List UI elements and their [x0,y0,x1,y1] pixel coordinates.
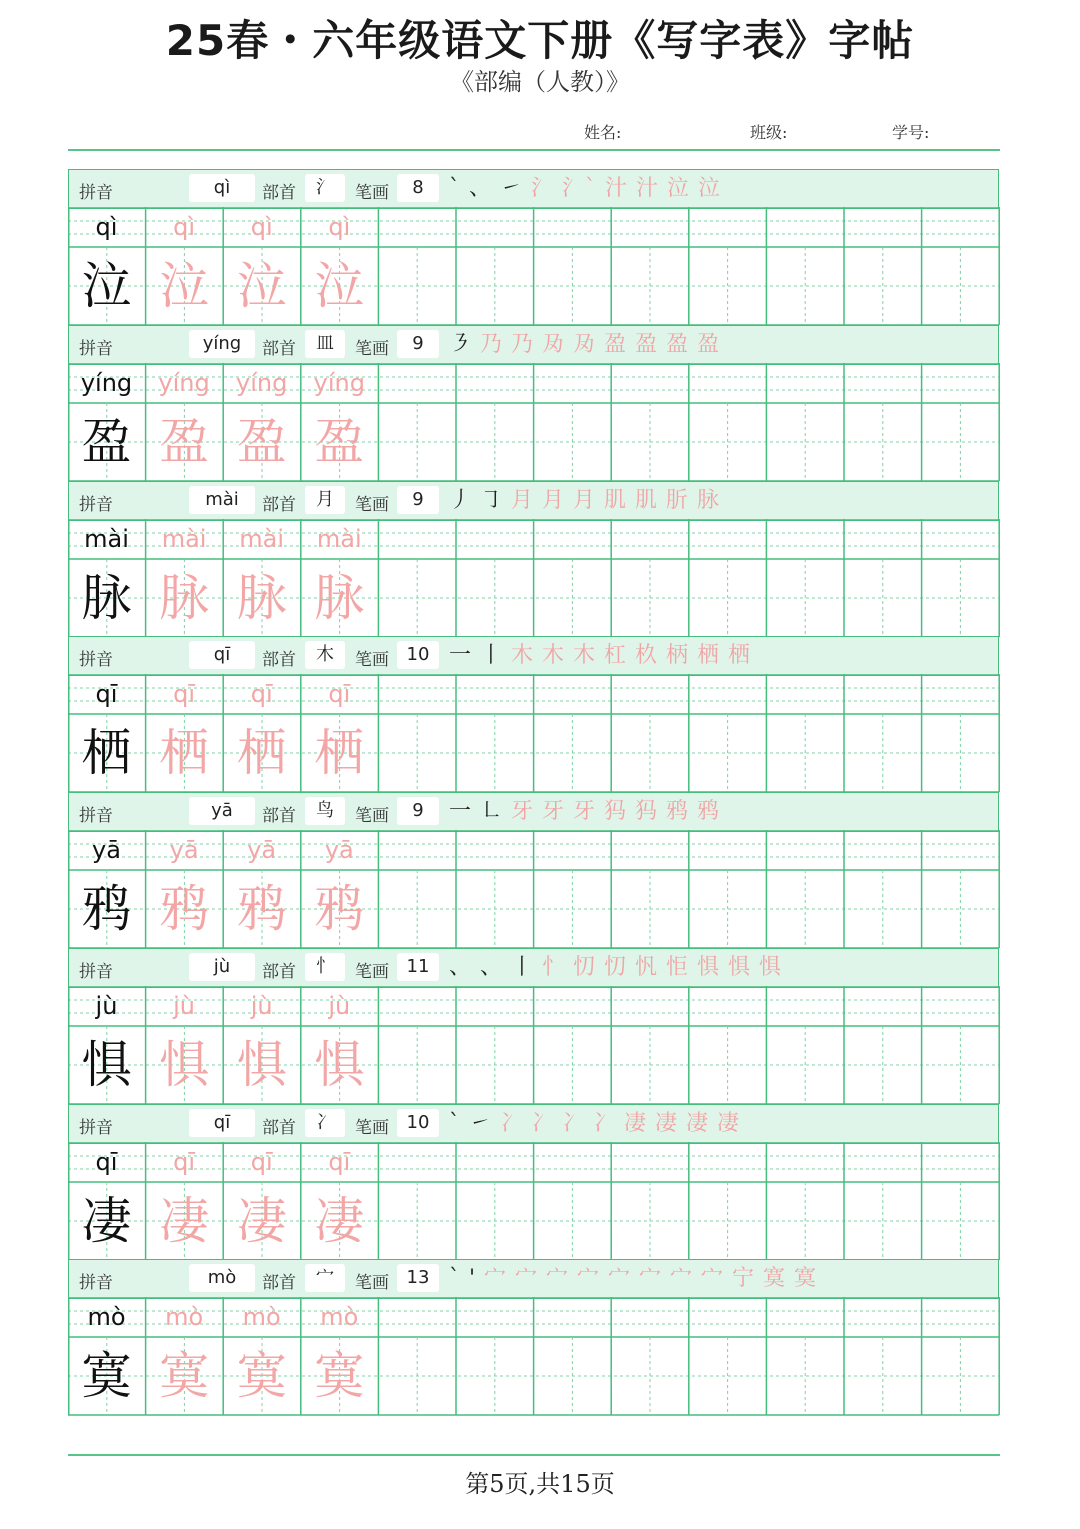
pinyin-example: yā [92,836,121,864]
character-trace: 惧 [314,1035,365,1094]
writing-cell[interactable] [689,714,767,792]
stroke-count-value: 8 [397,174,439,202]
pinyin-trace: mò [165,1303,204,1332]
radical-label: 部首 [262,650,296,671]
pinyin-label: 拼音 [79,961,113,982]
stroke-count-value: 11 [397,953,439,981]
stroke-order-black: ㇋ [449,331,480,357]
character-trace: 栖 [159,724,210,783]
stroke-count-value: 9 [397,797,439,825]
character-example: 泣 [81,257,132,315]
character-example: 凄 [81,1191,132,1250]
character-info-bar [68,792,999,832]
character-unit [68,169,999,325]
stroke-order-black: ` 、 ㇀ [449,176,531,201]
radical-label: 部首 [262,494,296,515]
pinyin-value: yā [189,797,255,825]
writing-cell[interactable] [378,1182,456,1260]
writing-cell[interactable] [922,1026,1000,1104]
stroke-order-sequence [449,172,721,206]
pinyin-trace: qī [173,1147,196,1176]
writing-cell[interactable] [844,403,922,481]
stroke-order-traced: 木 木 木 杠 杦 柄 栖 栖 [511,643,751,669]
stroke-order-sequence [449,1107,740,1141]
pinyin-example: qì [95,213,118,241]
writing-cell[interactable] [611,714,689,792]
writing-cell[interactable] [844,247,922,325]
writing-cell[interactable] [922,714,1000,792]
class-label: 班级: [750,123,788,142]
stroke-order-traced: 忄 忉 忉 忛 怇 惧 惧 惧 [541,954,782,980]
character-trace: 惧 [236,1035,287,1094]
writing-cell[interactable] [766,714,844,792]
stroke-order-black: 、 、 丨 [449,954,542,980]
writing-cell[interactable] [922,1182,1000,1260]
character-trace: 脉 [236,568,287,627]
character-trace: 鸦 [236,880,287,938]
writing-cell[interactable] [689,403,767,481]
radical-label: 部首 [262,1117,296,1138]
writing-cell[interactable] [534,870,612,948]
stroke-order-traced: 牙 牙 牙 犸 犸 鸦 鸦 [511,799,720,824]
character-info-bar [68,325,999,365]
pinyin-trace: qī [250,1147,273,1176]
writing-cell[interactable] [689,1182,767,1260]
radical-label: 部首 [262,338,296,359]
stroke-order-traced: 宀 宀 宀 宀 宀 宀 宀 宀 宁 寞 寞 [484,1266,817,1292]
writing-cell[interactable] [922,559,1000,637]
character-unit [68,325,999,481]
pinyin-trace: jù [173,991,196,1020]
writing-cell[interactable] [766,247,844,325]
character-unit [68,1104,999,1260]
character-example: 鸦 [81,880,132,938]
pinyin-label: 拼音 [79,494,113,515]
character-trace: 泣 [236,257,287,315]
character-unit [68,636,999,792]
radical-value: 木 [305,641,345,669]
character-trace: 寞 [314,1347,365,1406]
character-info-bar [68,481,999,521]
character-trace: 惧 [159,1035,210,1094]
student-id-label: 学号: [892,123,930,142]
pinyin-trace: mài [161,524,207,553]
radical-value: 皿 [305,330,345,358]
footer-divider [68,1454,1000,1456]
writing-cell[interactable] [378,403,456,481]
character-example: 惧 [81,1035,132,1094]
character-trace: 盈 [236,412,287,471]
pinyin-trace: mò [320,1303,359,1332]
writing-cell[interactable] [766,1182,844,1260]
writing-cell[interactable] [844,714,922,792]
writing-cell[interactable] [378,714,456,792]
pinyin-trace: yā [324,836,354,864]
writing-cell[interactable] [611,1026,689,1104]
radical-value: 冫 [305,1109,345,1137]
writing-cell[interactable] [922,1337,1000,1415]
writing-cell[interactable] [844,1337,922,1415]
writing-cell[interactable] [844,870,922,948]
writing-cell[interactable] [456,1182,534,1260]
pinyin-value: mài [189,486,255,514]
pinyin-trace: yíng [158,368,210,397]
pinyin-trace: qì [328,213,351,241]
header-divider [68,149,1000,151]
pinyin-trace: yā [247,836,277,864]
writing-cell[interactable] [456,714,534,792]
writing-cell[interactable] [611,403,689,481]
pinyin-example: mài [84,524,129,553]
radical-label: 部首 [262,1273,296,1294]
character-trace: 寞 [236,1347,287,1406]
pinyin-label: 拼音 [79,338,113,359]
stroke-order-sequence [449,484,720,518]
page-subtitle: 《部编（人教）》 [450,68,630,96]
stroke-count-value: 13 [397,1264,439,1292]
stroke-count-value: 10 [397,641,439,669]
character-trace: 栖 [314,724,365,783]
radical-value: 忄 [305,953,345,981]
pinyin-trace: qì [250,213,273,241]
pinyin-trace: qì [173,213,196,241]
writing-cell[interactable] [456,870,534,948]
writing-cell[interactable] [534,714,612,792]
character-trace: 凄 [159,1191,210,1250]
pinyin-label: 拼音 [79,1117,113,1138]
writing-cell[interactable] [534,1182,612,1260]
writing-cell[interactable] [766,870,844,948]
pinyin-trace: yíng [313,368,365,397]
character-trace: 盈 [159,412,210,471]
strokes-label: 笔画 [355,961,389,982]
pinyin-trace: mò [242,1303,281,1332]
character-info-bar [68,169,999,209]
pinyin-example: mò [87,1303,126,1332]
character-trace: 栖 [236,724,287,783]
writing-cell[interactable] [689,870,767,948]
pinyin-example: qī [95,680,118,709]
pinyin-trace: yā [169,836,199,864]
stroke-order-traced: 月 月 月 肌 肌 肵 脉 [511,487,720,513]
writing-cell[interactable] [844,1026,922,1104]
stroke-count-value: 9 [397,330,439,358]
writing-cell[interactable] [689,1026,767,1104]
radical-value: 鸟 [305,797,345,825]
writing-cell[interactable] [922,403,1000,481]
pinyin-trace: mài [239,524,285,553]
character-example: 脉 [81,568,132,627]
character-unit [68,948,999,1104]
writing-cell[interactable] [766,559,844,637]
strokes-label: 笔画 [355,183,389,203]
character-trace: 泣 [159,257,210,315]
stroke-order-sequence [449,951,782,985]
character-trace: 盈 [314,412,365,471]
strokes-label: 笔画 [355,338,389,359]
strokes-label: 笔画 [355,1117,389,1138]
stroke-order-traced: 冫 冫 冫 冫 凄 凄 凄 凄 [500,1110,740,1136]
stroke-order-black: 一 ㇗ [449,799,511,824]
pinyin-trace: qī [173,680,196,709]
stroke-order-sequence [449,639,751,673]
pinyin-value: mò [189,1264,255,1292]
writing-cell[interactable] [378,247,456,325]
pinyin-trace: jù [250,991,273,1020]
character-trace: 脉 [159,568,210,627]
pinyin-trace: mài [316,524,362,553]
strokes-label: 笔画 [355,1273,389,1294]
strokes-label: 笔画 [355,494,389,515]
writing-cell[interactable] [378,1026,456,1104]
character-example: 寞 [81,1347,132,1406]
radical-label: 部首 [262,183,296,203]
page-number: 第5页,共15页 [465,1470,615,1498]
strokes-label: 笔画 [355,806,389,826]
pinyin-label: 拼音 [79,806,113,826]
character-example: 盈 [81,412,132,471]
writing-cell[interactable] [456,247,534,325]
writing-cell[interactable] [844,1182,922,1260]
character-trace: 凄 [314,1191,365,1250]
pinyin-label: 拼音 [79,650,113,671]
writing-cell[interactable] [378,1337,456,1415]
writing-cell[interactable] [689,1337,767,1415]
radical-value: 宀 [305,1264,345,1292]
writing-cell[interactable] [766,1026,844,1104]
stroke-order-black: 丿 ㇆ [449,487,511,513]
radical-label: 部首 [262,806,296,826]
writing-cell[interactable] [534,247,612,325]
pinyin-value: qī [189,641,255,669]
stroke-order-sequence [449,795,720,829]
character-trace: 鸦 [314,880,365,938]
pinyin-trace: yíng [236,368,288,397]
character-trace: 鸦 [159,880,210,938]
stroke-order-black: ` ' [449,1266,485,1292]
writing-cell[interactable] [844,559,922,637]
writing-cell[interactable] [378,559,456,637]
writing-cell[interactable] [611,1337,689,1415]
character-trace: 寞 [159,1347,210,1406]
pinyin-value: qī [189,1109,255,1137]
pinyin-example: qī [95,1147,118,1176]
writing-cell[interactable] [611,870,689,948]
character-unit [68,481,999,637]
pinyin-trace: qī [328,1147,351,1176]
pinyin-trace: jù [328,991,351,1020]
writing-cell[interactable] [689,247,767,325]
character-trace: 脉 [314,568,365,627]
stroke-order-sequence [449,328,720,362]
writing-cell[interactable] [456,1026,534,1104]
writing-cell[interactable] [922,247,1000,325]
writing-cell[interactable] [689,559,767,637]
writing-cell[interactable] [611,1182,689,1260]
stroke-count-value: 9 [397,486,439,514]
writing-cell[interactable] [456,403,534,481]
writing-cell[interactable] [456,1337,534,1415]
character-trace: 凄 [236,1191,287,1250]
writing-cell[interactable] [534,559,612,637]
character-info-bar [68,1259,999,1299]
stroke-count-value: 10 [397,1109,439,1137]
pinyin-value: yíng [189,330,255,358]
writing-cell[interactable] [922,870,1000,948]
character-example: 栖 [81,724,132,783]
stroke-order-traced: 乃 乃 夃 夃 盈 盈 盈 盈 [480,331,720,357]
page-title: 25春・六年级语文下册《写字表》字帖 [165,16,915,65]
stroke-order-black: ` ㇀ [449,1110,500,1136]
writing-cell[interactable] [534,403,612,481]
pinyin-example: jù [95,991,118,1020]
writing-cell[interactable] [534,1026,612,1104]
stroke-order-sequence [449,1262,817,1296]
writing-cell[interactable] [534,1337,612,1415]
writing-cell[interactable] [378,870,456,948]
writing-cell[interactable] [611,247,689,325]
stroke-order-traced: 氵 氵` 汁 汁 泣 泣 [530,176,721,201]
pinyin-value: qì [189,174,255,202]
name-label: 姓名: [584,123,622,142]
writing-cell[interactable] [766,1337,844,1415]
character-unit [68,1259,999,1415]
character-info-bar [68,1104,999,1144]
radical-value: 月 [305,486,345,514]
radical-label: 部首 [262,961,296,982]
character-unit [68,792,999,948]
practice-sheet [68,169,999,1415]
pinyin-label: 拼音 [79,1273,113,1294]
radical-value: 氵 [305,174,345,202]
writing-cell[interactable] [766,403,844,481]
character-info-bar [68,636,999,676]
stroke-order-black: 一 丨 [449,643,511,669]
pinyin-example: yíng [80,368,133,397]
pinyin-trace: qī [250,680,273,709]
pinyin-label: 拼音 [79,183,113,203]
writing-cell[interactable] [611,559,689,637]
writing-cell[interactable] [456,559,534,637]
strokes-label: 笔画 [355,650,389,671]
pinyin-trace: qī [328,680,351,709]
character-trace: 泣 [314,257,365,315]
character-info-bar [68,948,999,988]
pinyin-value: jù [189,953,255,981]
